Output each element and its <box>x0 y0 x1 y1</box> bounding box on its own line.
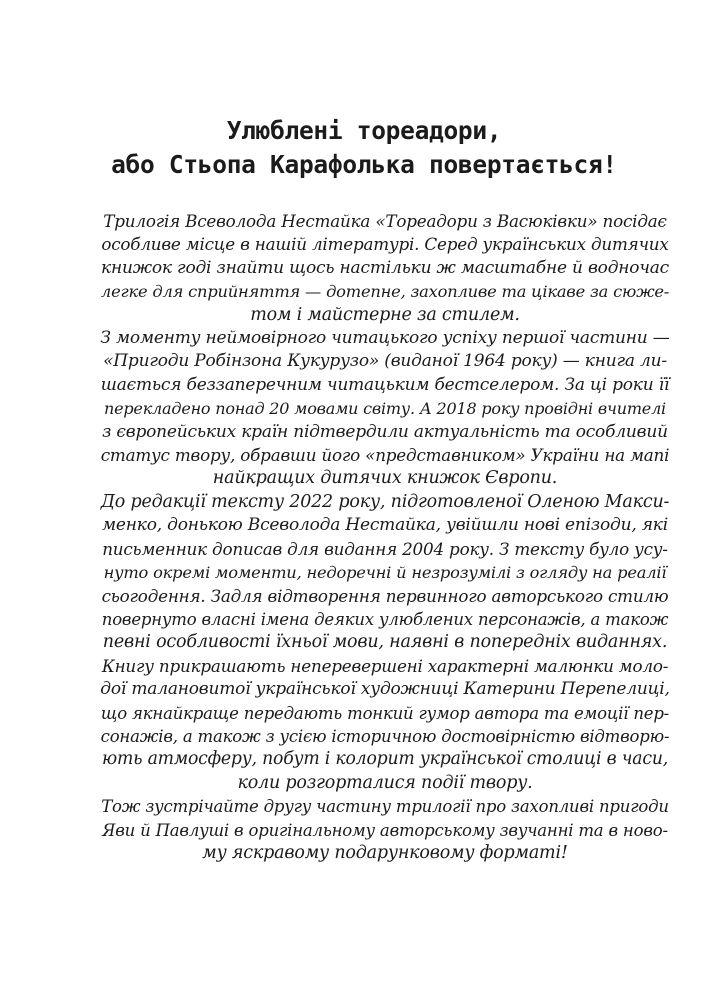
text-line: му яскравому подарунковому форматі! <box>202 842 568 863</box>
text-line: том і майстерне за стилем. <box>250 304 520 325</box>
text-line: статус твору, обравши його «представником» України на мапі <box>100 445 670 466</box>
paragraph-success <box>100 327 670 491</box>
text-line: коли розгорталися події твору. <box>237 772 533 793</box>
text-line: Трилогія Всеволода Нестайка «Тореадори з Васюківки» посідає <box>103 211 667 231</box>
text-line: нуто окремі моменти, недоречні й незрозумілі з огляду на реалії <box>103 563 667 583</box>
text-line: книжок годі знайти щось настільки ж масштабне й водночас <box>101 257 669 278</box>
text-line: сонажів, а також з усією історичною достовірністю відтворю- <box>100 726 670 746</box>
title-line-2: або Стьопа Карафолька повертається! <box>111 150 617 179</box>
text-line: письменник дописав для видання 2004 року. З тексту було усу- <box>102 538 668 559</box>
paragraph-closing <box>100 795 670 865</box>
title-line-1: Улюблені тореадори, <box>226 116 502 145</box>
text-line: шається беззаперечним читацьким бестселером. За ці роки її <box>100 374 670 395</box>
text-line: сьогодення. Задля відтворення первинного авторського стилю <box>101 585 669 606</box>
text-line: певні особливості їхньої мови, наявні в попередніх виданнях. <box>102 632 668 653</box>
page-title <box>0 114 728 182</box>
text-line: повернуто власні імена деяких улюблених персонажів, а також <box>101 609 669 629</box>
text-line: Тож зустрічайте другу частину трилогії про захопливі пригоди <box>101 797 669 817</box>
text-line: перекладено понад 20 мовами світу. А 2018 року провідні вчителі <box>104 399 666 419</box>
paragraph-intro <box>100 210 670 327</box>
text-line: З моменту неймовірного читацького успіху першої частини — <box>100 328 670 349</box>
text-line: Яви й Павлуші в оригінальному авторському звучанні та в ново- <box>102 820 668 840</box>
text-line: дої талановитої української художниці Катерини Перепелиці, <box>100 679 670 700</box>
text-line: легке для сприйняття — дотепне, захопливе та цікаве за сюже- <box>100 282 670 302</box>
text-line: особливе місце в нашій літературі. Серед українських дитячих <box>101 234 669 255</box>
paragraph-illustrations <box>100 655 670 795</box>
text-line: ють атмосферу, побут і колорит української столиці в часи, <box>101 749 669 770</box>
paragraph-edition <box>100 491 670 655</box>
text-line: менко, донькою Всеволода Нестайка, увійшли нові епізоди, які <box>102 515 668 536</box>
text-line: Книгу прикрашають неперевершені характерні малюнки моло- <box>101 655 669 676</box>
text-line: «Пригоди Робінзона Кукурузо» (виданої 1964 року) — книга ли- <box>103 351 667 372</box>
text-line: До редакції тексту 2022 року, підготовленої Оленою Макси- <box>100 491 670 512</box>
body-text <box>100 210 670 865</box>
text-line: що якнайкраще передають тонкий гумор автора та емоції пер- <box>100 703 670 723</box>
text-line: з європейських країн підтвердили актуальність та особливий <box>102 421 668 442</box>
text-line: найкращих дитячих книжок Європи. <box>212 468 558 489</box>
